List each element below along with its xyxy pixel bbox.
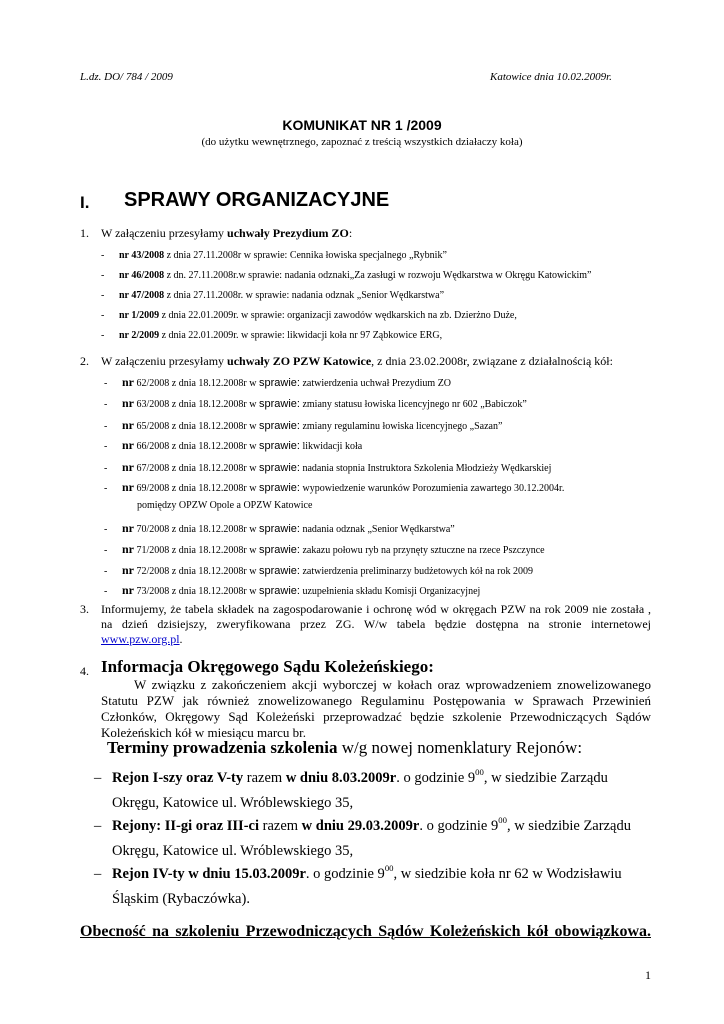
resolution-subject: zmiany statusu łowiska licencyjnego nr 602 „Babiczok”: [299, 399, 527, 410]
list-dash: –: [94, 818, 102, 834]
term-place: , w siedzibie Zarządu: [506, 818, 631, 834]
resolution-date: z dnia 27.11.2008r w sprawie:: [164, 250, 290, 261]
training-term-location: Okręgu, Katowice ul. Wróblewskiego 35,: [112, 843, 354, 859]
resolution-list-item: [104, 563, 533, 578]
list-dash: -: [104, 421, 108, 432]
training-term: [94, 863, 622, 883]
resolution-date: 70/2008 z dnia 18.12.2008r w: [134, 524, 259, 535]
list-dash: -: [104, 483, 108, 494]
resolution-subject: uzupełnienia składu Komisji Organizacyjnej: [299, 586, 481, 597]
page-title: KOMUNIKAT NR 1 /2009: [282, 117, 442, 133]
term-date: w dniu 29.03.2009r: [301, 818, 420, 834]
resolution-number: nr 47/2008: [119, 290, 165, 301]
resolution-date: z dnia 22.01.2009r. w sprawie:: [159, 310, 288, 321]
resolution-number: nr 2/2009: [119, 330, 160, 341]
reference-number: L.dz. DO/ 784 / 2009: [80, 71, 173, 83]
resolution-sprawie: sprawie:: [259, 482, 300, 494]
resolution-list-item: [104, 542, 545, 557]
list-dash: -: [104, 378, 108, 389]
resolution-date: z dnia 22.01.2009r. w sprawie:: [159, 330, 288, 341]
resolution-sprawie: sprawie:: [259, 440, 300, 452]
resolution-date: 66/2008 z dnia 18.12.2008r w: [134, 441, 259, 452]
resolution-number: nr: [122, 438, 134, 452]
item3-text: Informujemy, że tabela składek na zagospodarowanie i ochronę wód w okręgach PZW na rok 2009 nie została , na dzień dzisiejszy, zweryfikowana przez ZG. W/w tabela będzie dostępna na stronie internetowej www.pzw.org.pl.: [101, 602, 651, 646]
attendance-mandatory-notice: Obecność na szkoleniu Przewodniczących Sądów Koleżeńskich kół obowiązkowa.: [80, 923, 651, 940]
resolution-date: 72/2008 z dnia 18.12.2008r w: [134, 566, 259, 577]
page-subtitle: (do użytku wewnętrznego, zapoznać z treścią wszystkich działaczy koła): [201, 136, 523, 148]
resolution-number: nr: [122, 542, 134, 556]
resolution-subject: Cennika łowiska specjalnego „Rybnik”: [289, 250, 447, 261]
term-region: Rejony: II-gi oraz III-ci: [112, 818, 259, 834]
item-number: 2.: [80, 354, 89, 368]
resolution-number: nr 1/2009: [119, 310, 160, 321]
resolution-date: z dnia 27.11.2008r. w sprawie:: [164, 290, 292, 301]
resolution-list-item: [101, 330, 442, 341]
resolution-sprawie: sprawie:: [259, 377, 300, 389]
resolution-list-item: [104, 583, 480, 598]
resolution-list-item: [104, 480, 564, 495]
term-hour: . o godzinie 9: [419, 818, 499, 834]
list-dash: -: [104, 399, 108, 410]
resolution-number: nr: [122, 396, 134, 410]
resolution-number: nr: [122, 460, 134, 474]
list-dash: -: [104, 566, 108, 577]
list-dash: -: [101, 330, 105, 341]
term-hour-minutes: 00: [475, 767, 484, 777]
item-number: 3.: [80, 602, 89, 616]
list-dash: -: [104, 441, 108, 452]
term-hour: . o godzinie 9: [305, 866, 385, 882]
place-date: Katowice dnia 10.02.2009r.: [490, 71, 612, 83]
term-hour-minutes: 00: [498, 815, 507, 825]
item1-intro: W załączeniu przesyłamy uchwały Prezydium ZO:: [101, 226, 353, 240]
resolution-list-item: [101, 270, 592, 281]
resolution-subject: nadania odznak „Senior Wędkarstwa”: [299, 524, 455, 535]
resolution-sprawie: sprawie:: [259, 462, 300, 474]
resolution-subject: zatwierdzenia preliminarzy budżetowych kół na rok 2009: [299, 566, 533, 577]
term-together: razem: [243, 770, 286, 786]
resolution-subject: nadania odznak „Senior Wędkarstwa”: [291, 290, 445, 301]
resolution-list-item: [104, 375, 451, 390]
list-dash: –: [94, 866, 102, 882]
item4-heading: Informacja Okręgowego Sądu Koleżeńskiego:: [101, 657, 434, 676]
section-heading: SPRAWY ORGANIZACYJNE: [124, 189, 390, 211]
resolution-number: nr: [122, 480, 134, 494]
resolution-sprawie: sprawie:: [259, 398, 300, 410]
list-dash: -: [101, 270, 105, 281]
list-dash: -: [104, 524, 108, 535]
resolution-subject: likwidacji koła nr 97 Ząbkowice ERG,: [287, 330, 443, 341]
resolution-subject: likwidacji koła: [299, 441, 363, 452]
term-hour-minutes: 00: [384, 863, 394, 873]
resolution-list-item: [104, 521, 455, 536]
item-number: 1.: [80, 226, 89, 240]
resolution-list-item: [104, 460, 551, 475]
resolution-subject: zmiany regulaminu łowiska licencyjnego „Sazan”: [299, 421, 503, 432]
item-number: 4.: [80, 664, 89, 678]
resolution-list-item: [104, 396, 527, 411]
list-dash: -: [104, 463, 108, 474]
item4-paragraph: W związku z zakończeniem akcji wyborczej w kołach oraz wprowadzeniem znowelizowanego Statutu PZW jak również znowelizowanego Regulaminu Postępowania w Sprawach Przewinień Członków, Okręgowy Sąd Koleżeński przeprowadzać będzie szkolenie Przewodniczących Sądów Koleżeńskich kół w miesiącu marcu br.: [101, 677, 651, 740]
training-term-location: Okręgu, Katowice ul. Wróblewskiego 35,: [112, 795, 354, 811]
list-dash: -: [104, 545, 108, 556]
resolution-sprawie: sprawie:: [259, 523, 300, 535]
resolution-subject: nadania stopnia Instruktora Szkolenia Młodzieży Wędkarskiej: [299, 463, 552, 474]
resolution-date: z dn. 27.11.2008r.w sprawie:: [164, 270, 285, 281]
resolution-sprawie: sprawie:: [259, 544, 300, 556]
resolution-date: 71/2008 z dnia 18.12.2008r w: [134, 545, 259, 556]
section-numeral: I.: [80, 193, 90, 212]
term-together: razem: [259, 818, 302, 834]
resolution-date: 73/2008 z dnia 18.12.2008r w: [134, 586, 259, 597]
resolution-list-item: [101, 250, 447, 261]
terms-heading: Terminy prowadzenia szkolenia w/g nowej nomenklatury Rejonów:: [107, 738, 583, 757]
resolution-number: nr 46/2008: [119, 270, 165, 281]
resolution-number: nr: [122, 583, 134, 597]
term-region: Rejon I-szy oraz V-ty: [112, 770, 244, 786]
term-region: Rejon IV-ty w dniu 15.03.2009r: [112, 866, 306, 882]
resolution-subject: nadania odznaki„Za zasługi w rozwoju Wędkarstwa w Okręgu Katowickim”: [284, 270, 592, 281]
resolution-date: 63/2008 z dnia 18.12.2008r w: [134, 399, 259, 410]
list-dash: –: [94, 770, 102, 786]
list-dash: -: [101, 250, 105, 261]
term-place: , w siedzibie Zarządu: [483, 770, 608, 786]
resolution-number: nr: [122, 375, 134, 389]
resolution-list-item: [104, 438, 362, 453]
resolution-number: nr: [122, 563, 134, 577]
resolution-date: 62/2008 z dnia 18.12.2008r w: [134, 378, 259, 389]
resolution-date: 67/2008 z dnia 18.12.2008r w: [134, 463, 259, 474]
resolution-sprawie: sprawie:: [259, 565, 300, 577]
resolution-sprawie: sprawie:: [259, 585, 300, 597]
training-term: [94, 815, 631, 835]
list-dash: -: [104, 586, 108, 597]
item2-continuation: pomiędzy OPZW Opole a OPZW Katowice: [137, 500, 313, 511]
resolution-list-item: [101, 310, 517, 321]
resolution-list-item: [101, 290, 444, 301]
resolution-subject: zatwierdzenia uchwał Prezydium ZO: [299, 378, 452, 389]
list-dash: -: [101, 310, 105, 321]
term-hour: . o godzinie 9: [396, 770, 476, 786]
training-term: [94, 767, 608, 787]
resolution-sprawie: sprawie:: [259, 420, 300, 432]
resolution-number: nr 43/2008: [119, 250, 165, 261]
resolution-number: nr: [122, 521, 134, 535]
resolution-date: 69/2008 z dnia 18.12.2008r w: [134, 483, 259, 494]
item2-intro: W załączeniu przesyłamy uchwały ZO PZW Katowice, z dnia 23.02.2008r, związane z działalnością kół:: [101, 354, 613, 368]
resolution-subject: wypowiedzenie warunków Porozumienia zawartego 30.12.2004r.: [299, 483, 565, 494]
term-place: , w siedzibie koła nr 62 w Wodzisławiu: [393, 866, 622, 882]
resolution-subject: zakazu połowu ryb na przynęty sztuczne na rzece Pszczynce: [299, 545, 545, 556]
resolution-number: nr: [122, 418, 134, 432]
resolution-date: 65/2008 z dnia 18.12.2008r w: [134, 421, 259, 432]
list-dash: -: [101, 290, 105, 301]
resolution-subject: organizacji zawodów wędkarskich na zb. Dzierżno Duże,: [287, 310, 517, 321]
term-date: w dniu 8.03.2009r: [285, 770, 397, 786]
resolution-list-item: [104, 418, 502, 433]
training-term-location: Śląskim (Rybaczówka).: [112, 891, 250, 907]
pzw-website-link[interactable]: www.pzw.org.pl: [101, 632, 180, 646]
page-number: 1: [645, 968, 651, 982]
